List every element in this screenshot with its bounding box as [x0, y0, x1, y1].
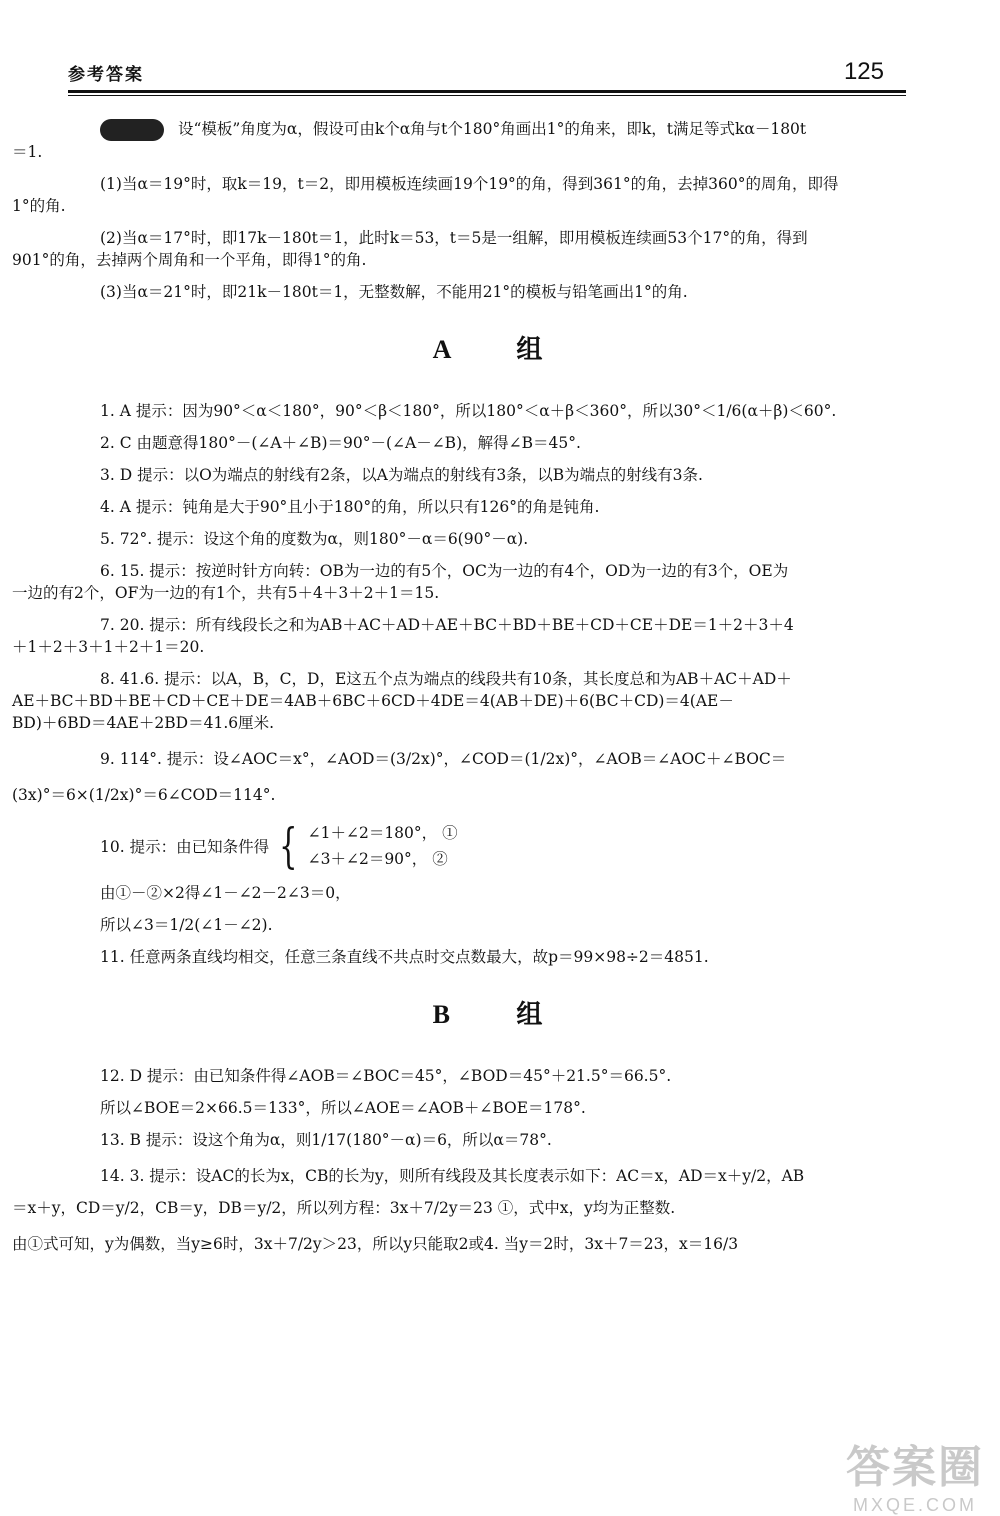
equation-line: ∠1＋∠2＝180°， ①: [307, 824, 458, 842]
intro-line: 设“模板”角度为α，假设可由k个α角与t个180°角画出1°的角来，即k，t满足等式kα－180t: [100, 118, 905, 141]
answer-item: 4. A 提示：钝角是大于90°且小于180°的角，所以只有126°的角是钝角.: [100, 498, 600, 516]
answer-item-continued: AE＋BC＋BD＋BE＋CD＋CE＋DE＝4AB＋6BC＋6CD＋4DE＝4(AB＋DE)＋6(BC＋CD)＝4(AE－: [12, 692, 734, 710]
watermark-url: MXQE.COM: [852, 1495, 977, 1515]
answer-item: 9. 114°. 提示：设∠AOC＝x°，∠AOD＝(3/2x)°，∠COD＝(1/2x)°，∠AOB＝∠AOC＋∠BOC＝: [100, 750, 787, 768]
intro-line: ＝1.: [12, 143, 43, 161]
answer-item: 5. 72°. 提示：设这个角的度数为α，则180°－α＝6(90°－α).: [100, 530, 529, 548]
answer-item: 8. 41.6. 提示：以A，B，C，D，E这五个点为端点的线段共有10条，其长度总和为AB＋AC＋AD＋: [100, 670, 792, 688]
brace-icon: {: [279, 818, 298, 874]
answer-item: 11. 任意两条直线均相交，任意三条直线不共点时交点数最大，故p＝99×98÷2＝4851.: [100, 948, 709, 966]
watermark-text: 答案圈: [846, 1443, 984, 1492]
section-label: 参考答案: [68, 65, 144, 85]
answer-item: 14. 3. 提示：设AC的长为x，CB的长为y，则所有线段及其长度表示如下：AC＝x，AD＝x＋y/2，AB: [100, 1167, 805, 1185]
answer-item-prefix: 10. 提示：由已知条件得: [100, 838, 270, 856]
answer-item-continued: 由①－②×2得∠1－∠2－2∠3＝0，: [100, 884, 351, 902]
answer-item-continued: 由①式可知，y为偶数，当y≥6时，3x＋7/2y＞23，所以y只能取2或4. 当y＝2时，3x＋7＝23，x＝16/3: [12, 1235, 739, 1253]
answer-item: 7. 20. 提示：所有线段长之和为AB＋AC＋AD＋AE＋BC＋BD＋BE＋CD＋CE＋DE＝1＋2＋3＋4: [100, 616, 794, 634]
page-header: [68, 58, 906, 98]
answer-item: 12. D 提示：由已知条件得∠AOB＝∠BOC＝45°，∠BOD＝45°＋21.5°＝66.5°.: [100, 1067, 672, 1085]
answer-item-continued: 一边的有2个，OF为一边的有1个，共有5＋4＋3＋2＋1＝15.: [12, 584, 440, 602]
equation-line: ∠3＋∠2＝90°， ②: [307, 850, 448, 868]
intro-line: (2)当α＝17°时，即17k－180t＝1，此时k＝53，t＝5是一组解，即用模板连续画53个17°的角，得到: [100, 229, 808, 247]
intro-line: 1°的角.: [12, 197, 66, 215]
watermark-logo: [840, 1431, 990, 1515]
intro-block: [12, 118, 905, 303]
intro-line: (1)当α＝19°时，取k＝19，t＝2，即用模板连续画19个19°的角，得到361°的角，去掉360°的周角，即得: [100, 175, 839, 193]
page-number: 125: [843, 58, 884, 85]
answer-item: 13. B 提示：设这个角为α，则1/17(180°－α)＝6，所以α＝78°.: [100, 1131, 552, 1149]
group-b-answers: [12, 1065, 905, 1255]
answer-item-system: [100, 820, 905, 872]
answer-item-continued: (3x)°＝6×(1/2x)°＝6∠COD＝114°.: [12, 786, 276, 804]
answer-item: 3. D 提示：以O为端点的射线有2条，以A为端点的射线有3条，以B为端点的射线有3条.: [100, 466, 703, 484]
answer-item: 1. A 提示：因为90°＜α＜180°，90°＜β＜180°，所以180°＜α＋β＜360°，所以30°＜1/6(α＋β)＜60°.: [100, 402, 837, 420]
group-a-heading: A 组: [432, 335, 573, 364]
answer-item-continued: BD)＋6BD＝4AE＋2BD＝41.6厘米.: [12, 714, 275, 732]
header-rule-thin: [68, 95, 906, 96]
answer-item-continued: ＝x＋y，CD＝y/2，CB＝y，DB＝y/2，所以列方程：3x＋7/2y＝23 ①，式中x，y均为正整数.: [12, 1199, 676, 1217]
answer-item-continued: 所以∠BOE＝2×66.5＝133°，所以∠AOE＝∠AOB＋∠BOE＝178°.: [100, 1099, 586, 1117]
intro-line: (3)当α＝21°时，即21k－180t＝1，无整数解，不能用21°的模板与铅笔画出1°的角.: [100, 283, 688, 301]
group-b-heading: B 组: [432, 1000, 573, 1029]
answer-item: 2. C 由题意得180°－(∠A＋∠B)＝90°－(∠A－∠B)，解得∠B＝45°.: [100, 434, 581, 452]
intro-line: 901°的角，去掉两个周角和一个平角，即得1°的角.: [12, 251, 367, 269]
highlight-badge-icon: [100, 119, 164, 141]
group-a-answers: [12, 400, 905, 968]
header-rule-thick: [68, 90, 906, 93]
answer-item: 6. 15. 提示：按逆时针方向转：OB为一边的有5个，OC为一边的有4个，OD为一边的有3个，OE为: [100, 562, 789, 580]
page-content: [12, 118, 905, 1255]
answer-item-continued: ＋1＋2＋3＋1＋2＋1＝20.: [12, 638, 205, 656]
answer-item-continued: 所以∠3＝1/2(∠1－∠2).: [100, 916, 273, 934]
